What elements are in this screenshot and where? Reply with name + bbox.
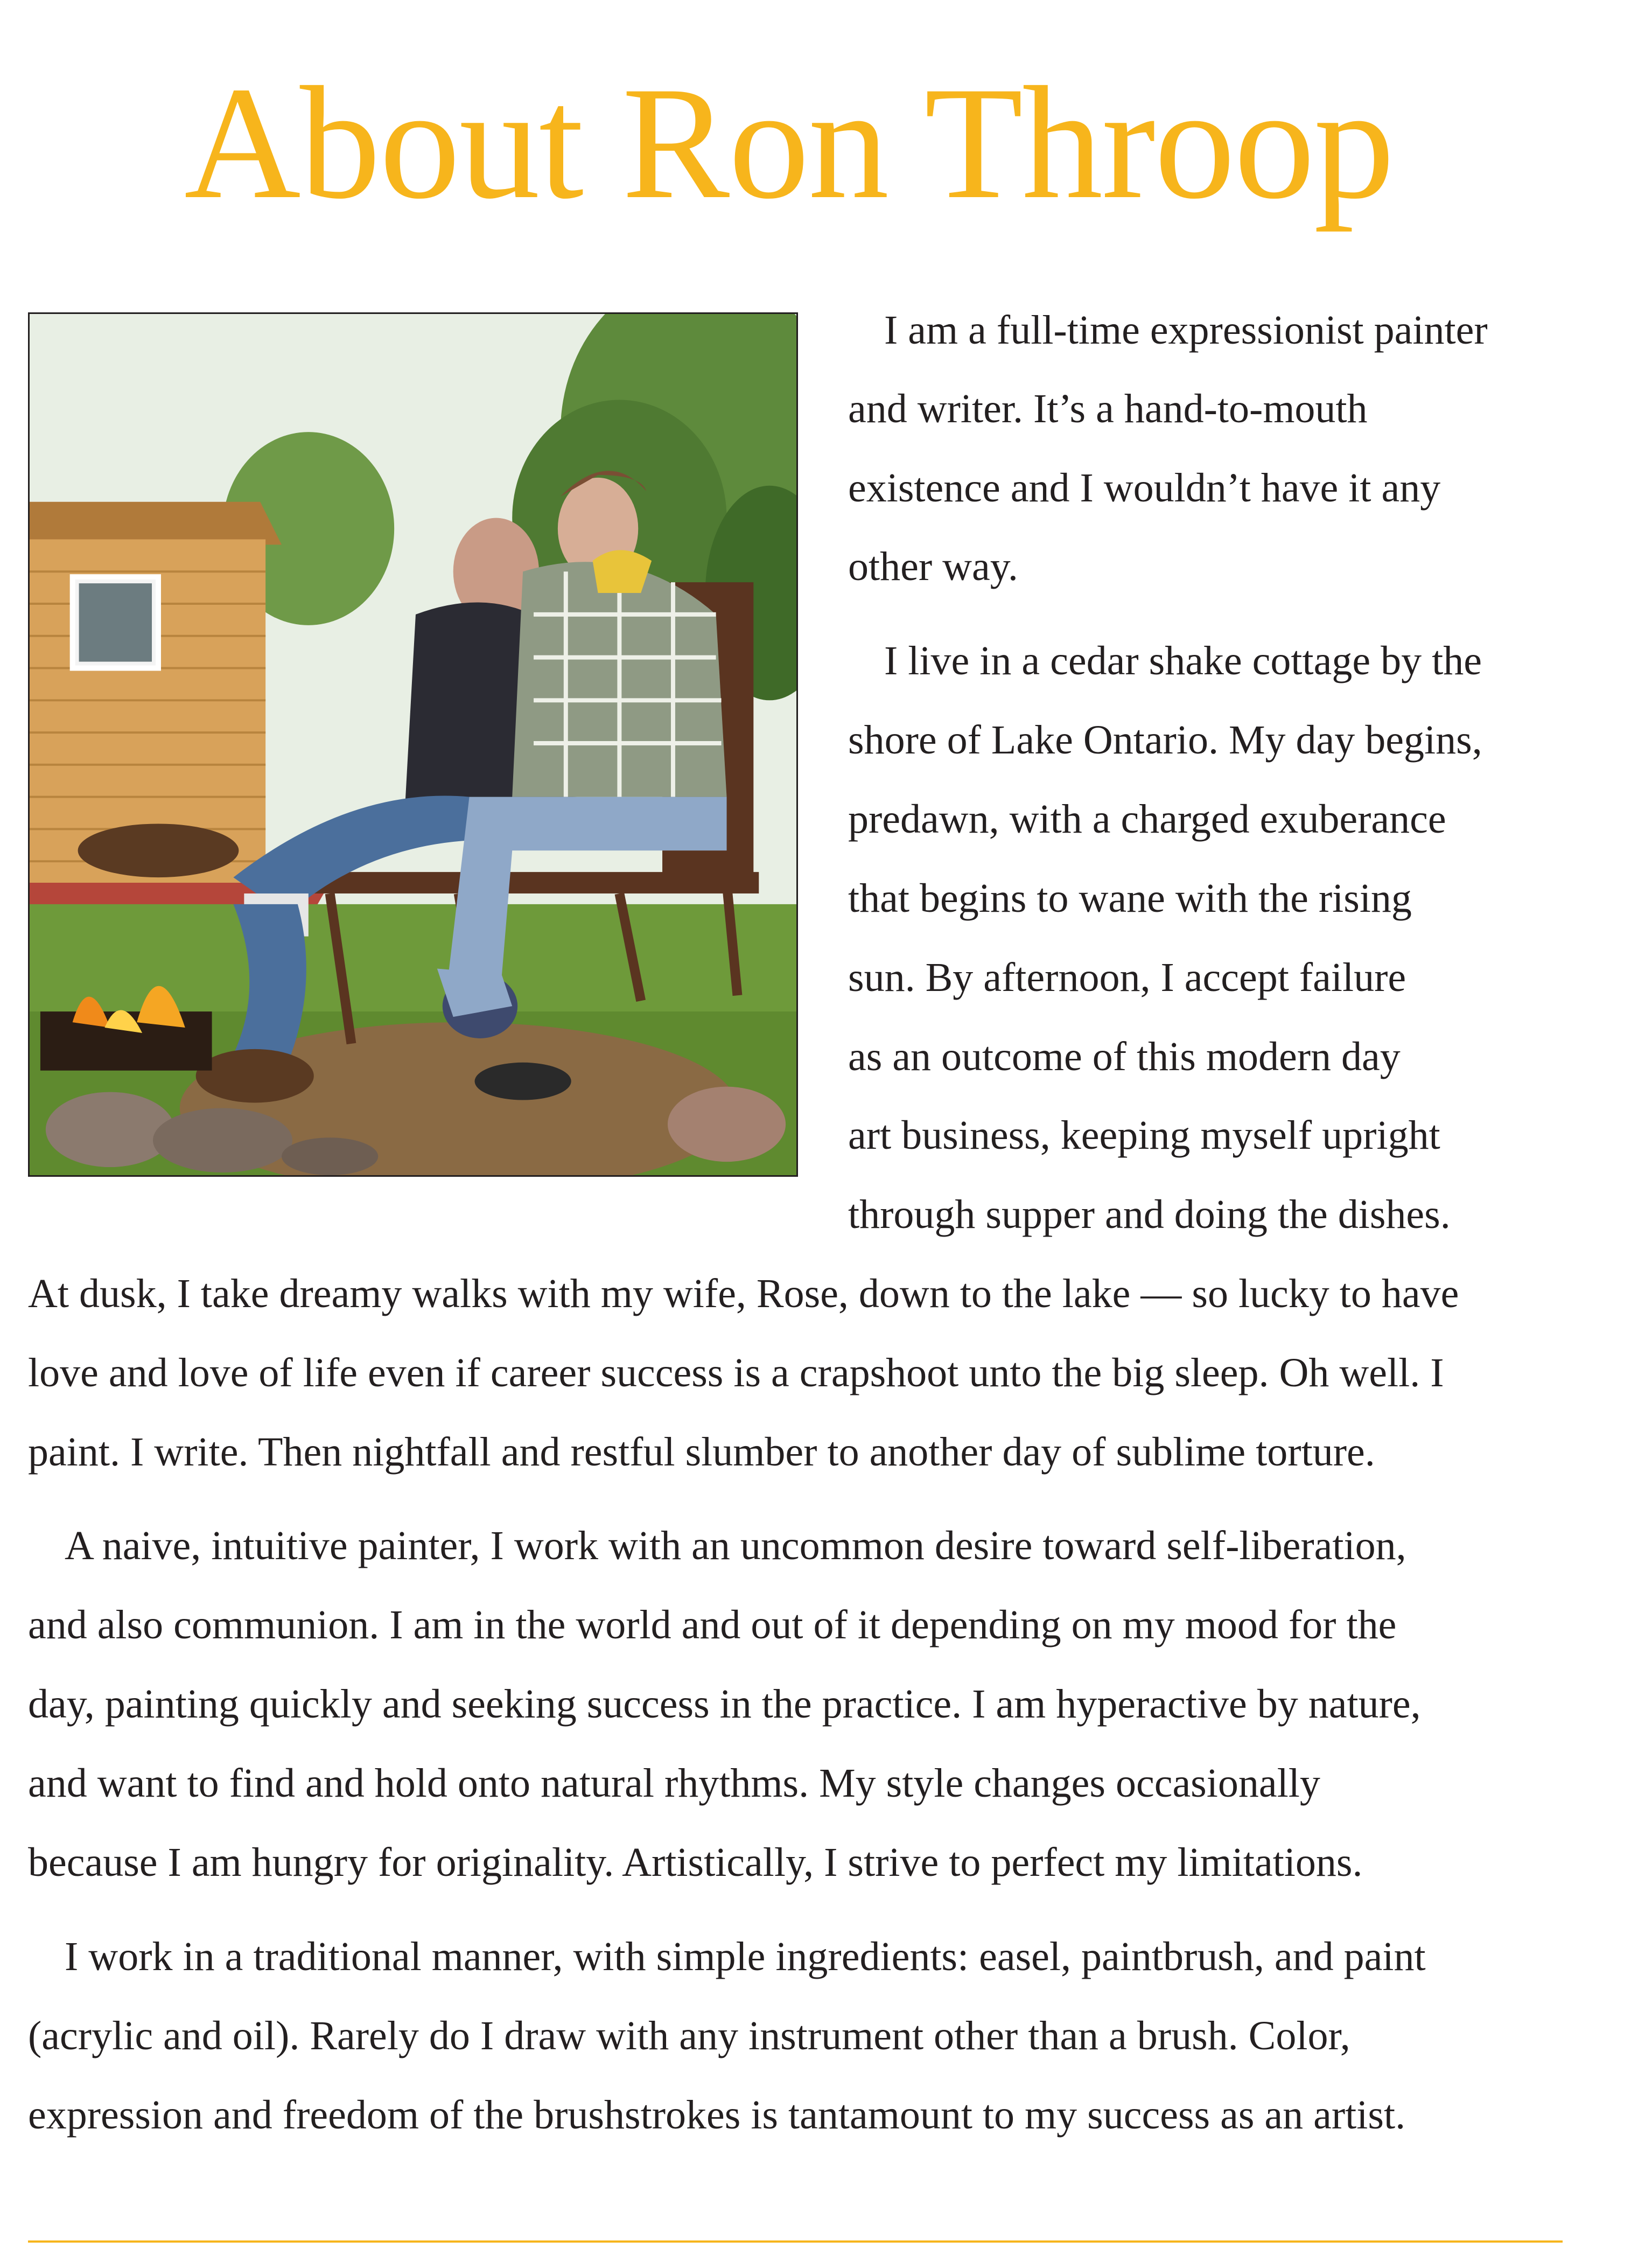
footer-rule [28,2240,1563,2243]
page-title: About Ron Throop [184,53,1394,232]
text-line: and writer. It’s a hand-to-mouth [848,386,1368,431]
text-line: day, painting quickly and seeking success in the practice. I am hyperactive by nature, [28,1681,1421,1727]
text-line: shore of Lake Ontario. My day begins, [848,717,1482,763]
text-line: At dusk, I take dreamy walks with my wife, Rose, down to the lake — so lucky to have [28,1271,1459,1316]
author-photo [28,312,798,1177]
text-line: (acrylic and oil). Rarely do I draw with any instrument other than a brush. Color, [28,2013,1350,2058]
text-line: sun. By afternoon, I accept failure [848,955,1406,1000]
text-line: that begins to wane with the rising [848,876,1412,921]
text-line: love and love of life even if career success is a crapshoot unto the big sleep. Oh well. I [28,1350,1444,1395]
text-line: expression and freedom of the brushstrokes is tantamount to my success as an artist. [28,2092,1406,2138]
text-line: A naive, intuitive painter, I work with an uncommon desire toward self-liberation, [65,1523,1406,1568]
text-line: I live in a cedar shake cottage by the [884,638,1482,683]
text-line: as an outcome of this modern day [848,1034,1401,1079]
text-line: paint. I write. Then nightfall and restful slumber to another day of sublime torture. [28,1429,1375,1475]
text-line: I am a full-time expressionist painter [884,308,1488,353]
text-line: and want to find and hold onto natural rhythms. My style changes occasionally [28,1761,1320,1806]
text-line: existence and I wouldn’t have it any [848,465,1441,511]
text-line: other way. [848,544,1018,589]
text-line: and also communion. I am in the world and out of it depending on my mood for the [28,1602,1397,1647]
text-line: through supper and doing the dishes. [848,1192,1451,1237]
text-line: because I am hungry for originality. Artistically, I strive to perfect my limitations. [28,1840,1363,1885]
text-line: predawn, with a charged exuberance [848,797,1446,842]
text-line: art business, keeping myself upright [848,1113,1440,1158]
text-line: I work in a traditional manner, with simple ingredients: easel, paintbrush, and paint [65,1934,1426,1979]
